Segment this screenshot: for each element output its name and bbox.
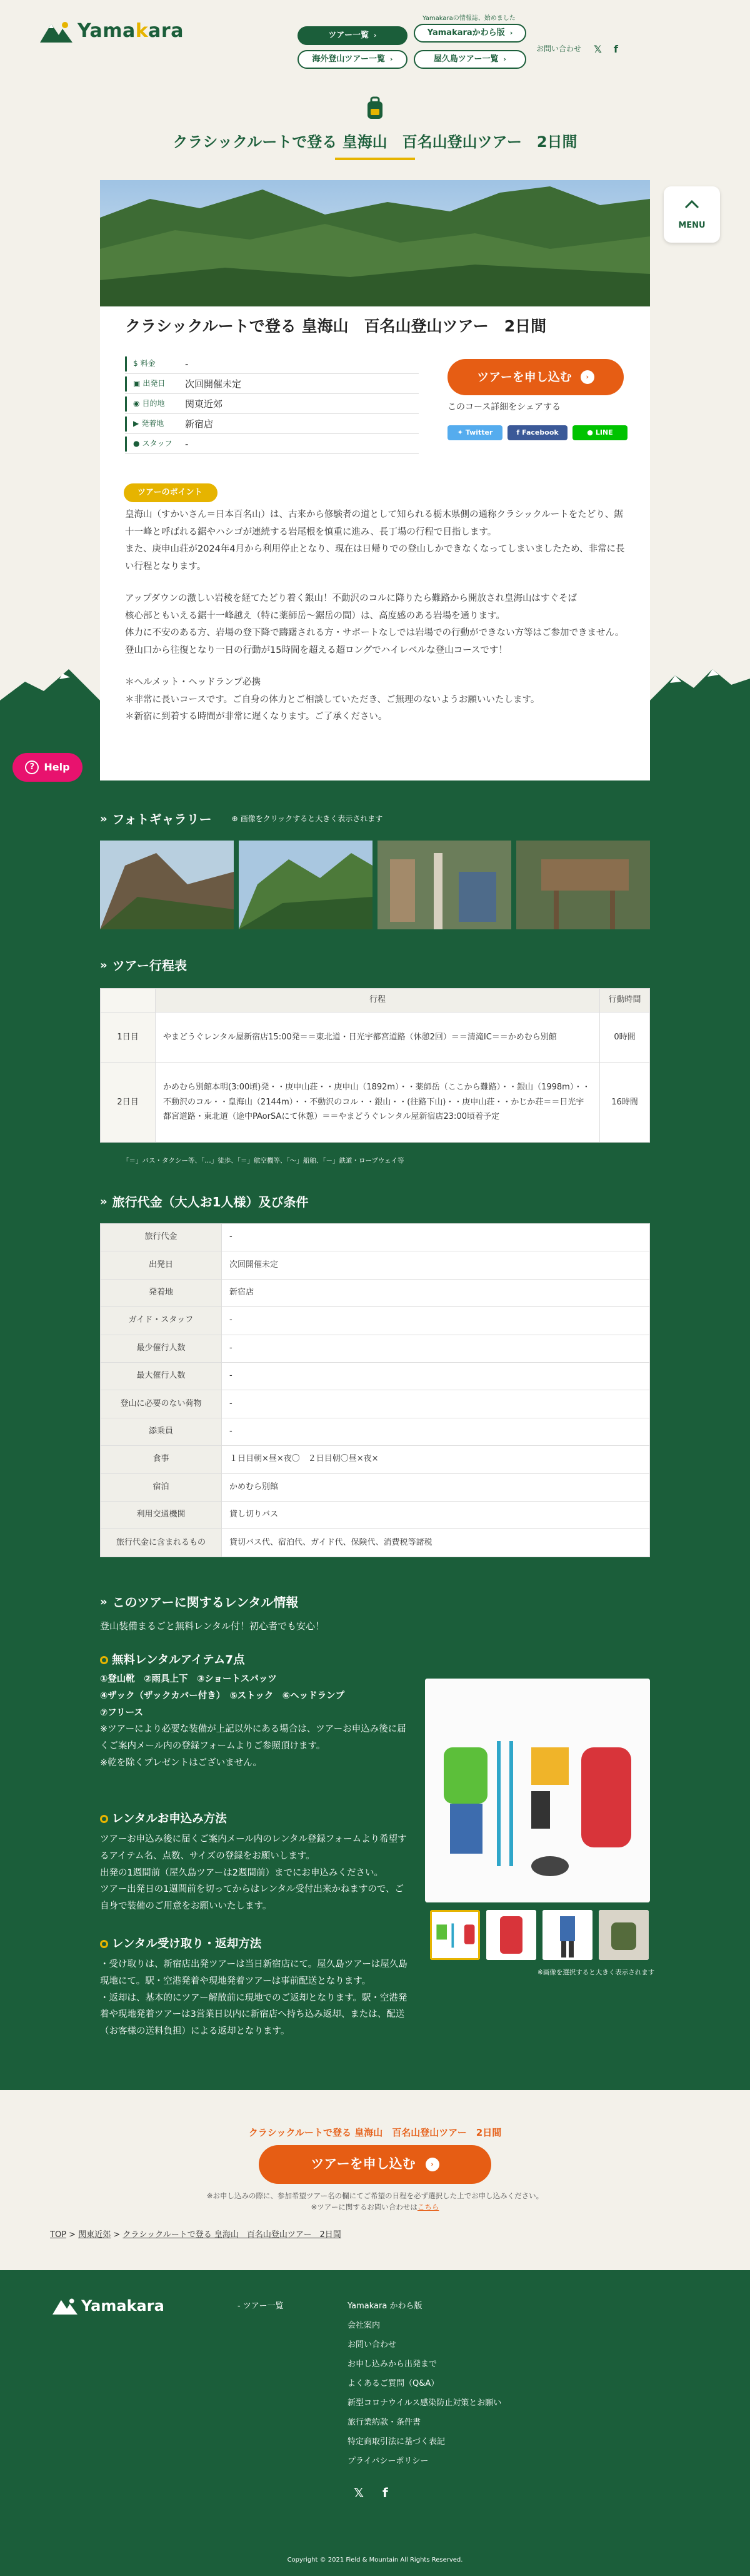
cond-value: 貸し切りバス: [222, 1501, 650, 1528]
footer-link[interactable]: 旅行業約款・条件書: [348, 2418, 421, 2427]
share-line-button[interactable]: ● LINE: [572, 425, 628, 440]
cta-label: ツアーを申し込む: [311, 2156, 416, 2172]
cond-value: -: [222, 1418, 650, 1445]
tour-info-table: [125, 354, 419, 454]
chevron-right-icon: ›: [426, 2158, 439, 2171]
day-cell: 2日目: [101, 1063, 156, 1143]
cta-tour-title: クラシックルートで登る 皇海山 百名山登山ツアー 2日間: [248, 2127, 502, 2138]
desc-paragraph: アップダウンの激しい岩稜を経てたどり着く銀山！不動沢のコルに降りたら難路から開放され皇海山はすぐそば 核心部ともいえる鋸十一峰越え（特に薬師岳〜鋸岳の間）は、高度感のある岩場を通ります。 体力に不安のある方、岩場の登下降で躊躇される方・サポートなしでは岩場での行動ができない方等はご参加できません。 登山口から往復となり一日の行動が15時間を超える超ロングでハイレベルな登山コースです！: [125, 593, 624, 655]
menu-button[interactable]: [664, 186, 720, 243]
table-row: [101, 1307, 650, 1335]
arrow-icon: ›: [503, 55, 507, 64]
time-cell: 0時間: [600, 1013, 650, 1063]
cond-value: 貸切バス代、宿泊代、ガイド代、保険代、消費税等諸税: [222, 1529, 650, 1557]
rental-apply-text: ツアーお申込み後に届くご案内メール内のレンタル登録フォームより希望するアイテム名、点数、サイズの登録をお願いします。 出発の1週間前（屋久島ツアーは2週間前）までにお申込みください。 ツアー出発日の1週間前を切ってからはレンタル受付出来かねますので、ご自身で装備のご用意をお願いいたします。: [100, 1834, 407, 1912]
bird-icon: ✦: [457, 428, 463, 437]
info-value: 次回開催未定: [185, 378, 242, 390]
table-row: [101, 1418, 650, 1445]
line-icon: ●: [587, 428, 593, 437]
arrow-icon: ›: [509, 29, 513, 38]
tour-point-badge: ツアーのポイント: [124, 483, 218, 502]
page-title: クラシックルートで登る 皇海山 百名山登山ツアー 2日間: [172, 133, 578, 151]
cond-key: 出発日: [101, 1251, 222, 1279]
table-row: [101, 1251, 650, 1279]
cta-contact-note: ※ツアーに関するお問い合わせはこちら: [311, 2203, 439, 2211]
breadcrumb-current[interactable]: クラシックルートで登る 皇海山 百名山登山ツアー 2日間: [122, 2230, 341, 2240]
cta-section: [0, 2090, 750, 2244]
rental-gear-image[interactable]: [425, 1679, 650, 1902]
cond-key: ガイド・スタッフ: [101, 1307, 222, 1335]
logo-text: Yamakara: [78, 20, 184, 42]
pin-icon: ◉: [133, 398, 140, 408]
rental-thumbnail[interactable]: [486, 1910, 536, 1960]
footer-link[interactable]: よくあるご質問（Q&A）: [348, 2379, 439, 2388]
contact-link[interactable]: お問い合わせ: [536, 44, 582, 53]
gallery-photo[interactable]: [378, 841, 511, 929]
rental-return-text: ・受け取りは、新宿店出発ツアーは当日新宿店にて。屋久島ツアーは屋久島現地にて。駅・空港発着や現地発着ツアーは事前配送となります。 ・返却は、基本的にツアー解散前に現地でのご返却となります。駅・空港発着や現地発着ツアーは3営業日以内に新宿店へ持ち込み返却、または、配送（お客様の送料負担）による返却となります。: [100, 1959, 408, 2037]
itinerary-heading: » ツアー行程表: [100, 956, 187, 976]
gallery-heading: » フォトギャラリー ⊕ 画像をクリックすると大きく表示されます: [100, 809, 382, 829]
footer-logo-text: Yamakara: [81, 2297, 164, 2315]
tour-description: [125, 507, 625, 726]
info-value: 新宿店: [185, 418, 214, 430]
desc-paragraph: ＊ヘルメット・ヘッドランプ必携 ＊非常に長いコースです。ご自身の体力とご相談していただき、ご無理のないようお願いいたします。 ＊新宿に到着する時間が非常に遅くなります。ご了承ください。: [125, 677, 540, 722]
info-key: 出発日: [142, 378, 166, 388]
cond-key: 最大催行人数: [101, 1362, 222, 1390]
info-value: 関東近郊: [185, 398, 223, 410]
cond-key: 利用交通機関: [101, 1501, 222, 1528]
info-key: 発着地: [141, 418, 164, 428]
gallery-photo[interactable]: [239, 841, 372, 929]
footer-col-2: [348, 2296, 501, 2471]
footer-link[interactable]: 新型コロナウイルス感染防止対策とお願い: [348, 2398, 502, 2408]
circle-bullet-icon: [100, 1656, 108, 1664]
table-row: [101, 1362, 650, 1390]
help-label: Help: [44, 761, 70, 774]
mountain-logo-icon: [52, 2297, 78, 2315]
breadcrumb: TOP > 関東近郊 > クラシックルートで登る 皇海山 百名山登山ツアー 2日間: [50, 2230, 341, 2240]
footer-link[interactable]: - ツアー一覧: [238, 2301, 284, 2311]
free-rental-note: ※ツアーにより必要な装備が上記以外にある場合は、ツアーお申込み後に届くご案内メール内の登録フォームよりご参照頂けます。 ※乾を除くプレゼントはございません。: [100, 1724, 406, 1768]
footer-link[interactable]: プライバシーポリシー: [348, 2457, 429, 2466]
table-row: [101, 1446, 650, 1473]
route-cell: やまどうぐレンタル屋新宿店15:00発＝＝東北道・日光宇都宮道路（休憩2回）＝＝清滝IC＝＝かめむら別館: [156, 1013, 600, 1063]
table-header-cell: [101, 989, 156, 1013]
double-chevron-icon: »: [100, 958, 108, 972]
rental-intro: 登山装備まるごと無料レンタル付！初心者でも安心！: [100, 1620, 325, 1632]
info-row-destination: [125, 394, 419, 414]
title-underline: [335, 158, 415, 160]
info-key: スタッフ: [142, 438, 172, 448]
cond-key: 登山に必要のない荷物: [101, 1390, 222, 1418]
hero-mountain-image: [100, 180, 650, 306]
cond-value: -: [222, 1335, 650, 1362]
question-icon: ?: [25, 760, 39, 774]
help-button[interactable]: [12, 753, 82, 782]
footer-link[interactable]: 特定商取引法に基づく表記: [348, 2437, 446, 2447]
rental-thumbnail[interactable]: [599, 1910, 649, 1960]
time-cell: 16時間: [600, 1063, 650, 1143]
footer-link[interactable]: Yamakara かわら版: [348, 2301, 422, 2311]
menu-icon: [684, 199, 700, 215]
table-row: [101, 1063, 650, 1143]
zoom-icon: ⊕: [231, 814, 238, 824]
share-text: このコース詳細をシェアする: [448, 402, 561, 412]
rental-apply-heading: レンタルお申込み方法: [100, 1810, 227, 1829]
footer-link[interactable]: お問い合わせ: [348, 2340, 397, 2350]
cond-key: 旅行代金に含まれるもの: [101, 1529, 222, 1557]
table-row: [101, 1335, 650, 1362]
itinerary-table: [100, 988, 650, 1143]
copyright: Copyright © 2021 Field & Mountain All Rights Reserved.: [287, 2557, 463, 2563]
cond-key: 旅行代金: [101, 1224, 222, 1251]
table-row: [101, 1279, 650, 1306]
info-key: 料金: [140, 358, 156, 368]
cond-key: 添乗員: [101, 1418, 222, 1445]
rental-return-heading: レンタル受け取り・返却方法: [100, 1935, 261, 1954]
site-footer: [0, 2270, 750, 2576]
cta-note: ※お申し込みの際に、参加希望ツアー名の欄にてご希望の日程を必ず選択した上でお申し込みください。: [206, 2191, 544, 2200]
calendar-icon: ▣: [133, 378, 141, 388]
nav-tour-list[interactable]: ツアー一覧 ›: [298, 26, 408, 45]
mountain-logo-icon: [40, 20, 72, 43]
rental-thumbnail[interactable]: [430, 1910, 480, 1960]
cond-value: -: [222, 1224, 650, 1251]
rental-heading: » このツアーに関するレンタル情報: [100, 1592, 298, 1612]
table-row: [101, 1501, 650, 1528]
contact-here-link[interactable]: こちら: [417, 2203, 439, 2211]
footer-col-1: [238, 2296, 283, 2316]
facebook-icon: f: [516, 428, 520, 437]
arrow-icon: ›: [374, 31, 377, 40]
apply-tour-button[interactable]: [448, 359, 624, 395]
day-cell: 1日目: [101, 1013, 156, 1063]
cond-key: 宿泊: [101, 1473, 222, 1501]
footer-link[interactable]: お申し込みから出発まで: [348, 2360, 438, 2369]
nav-kawaraban[interactable]: Yamakaraかわら版 ›: [414, 24, 526, 43]
cond-value: 新宿店: [222, 1279, 650, 1306]
thumbnail-note: ※画像を選択すると大きく表示されます: [538, 1969, 655, 1976]
footer-link[interactable]: 会社案内: [348, 2321, 381, 2330]
facebook-icon[interactable]: f: [614, 43, 618, 55]
menu-label: MENU: [678, 221, 706, 231]
circle-bullet-icon: [100, 1940, 108, 1948]
table-row: [101, 1473, 650, 1501]
site-header: [0, 0, 750, 88]
table-row: [101, 1529, 650, 1557]
title-band: [0, 88, 750, 169]
site-logo[interactable]: [40, 16, 184, 46]
info-value: -: [185, 358, 189, 370]
cond-key: 発着地: [101, 1279, 222, 1306]
cond-value: -: [222, 1307, 650, 1335]
share-facebook-button[interactable]: f Facebook: [508, 425, 568, 440]
cond-value: -: [222, 1390, 650, 1418]
info-row-date: [125, 374, 419, 394]
gallery-note: ⊕ 画像をクリックすると大きく表示されます: [232, 813, 383, 825]
table-row: [101, 1224, 650, 1251]
gallery-photo[interactable]: [100, 841, 234, 929]
kawaraban-note: Yamakaraの情報誌、始めました: [422, 15, 516, 22]
apply-label: ツアーを申し込む: [477, 370, 572, 384]
arrow-icon: ›: [390, 55, 393, 64]
info-row-price: [125, 354, 419, 374]
cond-key: 食事: [101, 1446, 222, 1473]
conditions-table: [100, 1223, 650, 1557]
table-row: [101, 1013, 650, 1063]
breadcrumb-top[interactable]: TOP: [50, 2230, 67, 2240]
info-key: 目的地: [142, 398, 165, 408]
cond-value: 次回開催未定: [222, 1251, 650, 1279]
double-chevron-icon: »: [100, 1595, 108, 1609]
footer-twitter-icon[interactable]: 𝕏: [354, 2485, 364, 2500]
info-value: -: [185, 438, 189, 450]
footer-logo[interactable]: [52, 2294, 164, 2318]
share-twitter-button[interactable]: ✦ Twitter: [448, 425, 502, 440]
table-row: [101, 1390, 650, 1418]
desc-paragraph: 皇海山（すかいさん＝日本百名山）は、古来から修験者の道として知られる栃木県側の通称クラシックルートをたどり、鋸十一峰と呼ばれる鋸やハシゴが連続する岩尾根を慎重に進み、長丁場の行程で目指します。 また、庚申山荘が2024年4月から利用停止となり、現在は日帰りでの登山しかできなくなってしまいましたため、非常に長い行程となります。: [125, 510, 625, 572]
tour-card: [100, 180, 650, 780]
gallery-photo[interactable]: [516, 841, 650, 929]
info-row-departure: [125, 414, 419, 434]
cond-value: １日目朝×昼×夜〇 ２日目朝〇昼×夜×: [222, 1446, 650, 1473]
table-header-cell: 行程: [156, 989, 600, 1013]
cond-value: かめむら別館: [222, 1473, 650, 1501]
table-header-cell: 行動時間: [600, 989, 650, 1013]
chevron-right-icon: ›: [581, 370, 594, 384]
cond-key: 最少催行人数: [101, 1335, 222, 1362]
route-cell: かめむら別館本明(3:00頃)発・・庚申山荘・・庚申山（1892m）・・薬師岳（ここから難路）・・銀山（1998m）・・不動沢のコル・・皇海山（2144m）・・不動沢のコル・・銀山・・(往路下山)・・庚申山荘・・かじか荘＝＝日光宇都宮道路・東北道（途中PAorSAにて休憩）＝＝やまどうぐレンタル屋新宿店23:00頃着予定: [156, 1063, 600, 1143]
cta-apply-button[interactable]: [259, 2145, 491, 2184]
backpack-icon: [362, 96, 388, 121]
flag-icon: ▶: [133, 418, 139, 428]
cond-value: -: [222, 1362, 650, 1390]
rental-thumbnail[interactable]: [542, 1910, 592, 1960]
free-rental-heading: 無料レンタルアイテム7点: [100, 1651, 245, 1670]
info-row-staff: [125, 434, 419, 454]
person-icon: ●: [133, 438, 140, 448]
nav-overseas-tours[interactable]: 海外登山ツアー一覧 ›: [298, 50, 408, 69]
itinerary-legend: 「＝」バス・タクシー等、「…」徒歩、「＝」航空機等、「〜」船舶、「－」鉄道・ロープウェイ等: [122, 1157, 404, 1164]
yen-icon: $: [133, 358, 138, 368]
free-rental-items: ①登山靴 ②雨具上下 ③ショートスパッツ ④ザック（ザックカバー付き） ⑤ストック ⑥ヘッドランプ ⑦フリース: [100, 1674, 345, 1718]
double-chevron-icon: »: [100, 1195, 108, 1208]
conditions-heading: » 旅行代金（大人お1人様）及び条件: [100, 1192, 309, 1212]
tour-title: クラシックルートで登る 皇海山 百名山登山ツアー 2日間: [125, 317, 547, 335]
circle-bullet-icon: [100, 1815, 108, 1823]
footer-facebook-icon[interactable]: f: [382, 2485, 388, 2500]
table-header-row: [101, 989, 650, 1013]
twitter-icon[interactable]: 𝕏: [594, 43, 602, 55]
breadcrumb-kanto[interactable]: 関東近郊: [78, 2230, 111, 2240]
double-chevron-icon: »: [100, 812, 108, 826]
nav-yakushima-tours[interactable]: 屋久島ツアー一覧 ›: [414, 50, 526, 69]
